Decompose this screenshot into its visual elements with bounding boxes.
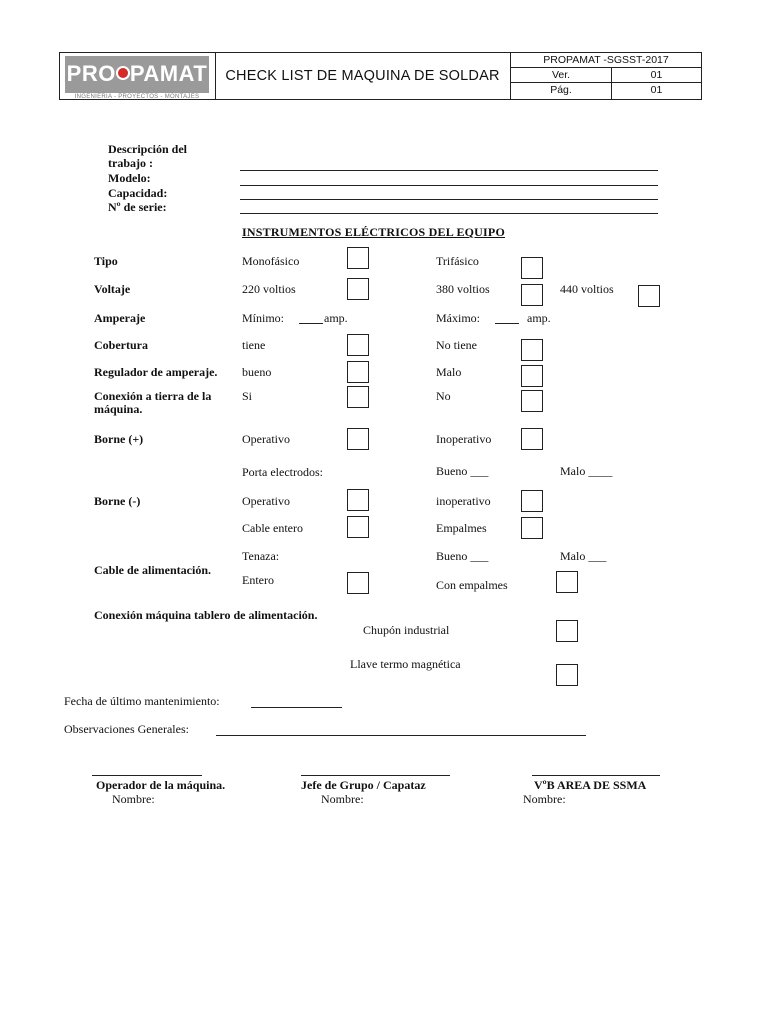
porta-malo: Malo ____ — [560, 464, 613, 478]
amperaje-max-field[interactable] — [495, 323, 519, 324]
capacity-field[interactable] — [240, 199, 658, 200]
tipo-label: Tipo — [94, 254, 118, 268]
description-label-1: Descripción del — [108, 142, 187, 156]
model-field[interactable] — [240, 185, 658, 186]
logo-dot-icon — [116, 66, 130, 80]
voltaje-opt3-label: 440 voltios — [560, 282, 614, 296]
cable-opt1-label: Cable entero — [242, 521, 303, 535]
regulador-label: Regulador de amperaje. — [94, 365, 218, 379]
version-value: 01 — [650, 69, 663, 81]
chupon-checkbox[interactable] — [556, 620, 578, 642]
signature-line-supervisor[interactable] — [301, 775, 450, 776]
amperaje-min-field[interactable] — [299, 323, 323, 324]
cobertura-label: Cobertura — [94, 338, 148, 352]
borne-neg-inoperativo-checkbox[interactable] — [521, 490, 543, 512]
document-header — [59, 52, 702, 100]
supervisor-role: Jefe de Grupo / Capataz — [301, 778, 426, 792]
description-field[interactable] — [240, 170, 658, 171]
voltaje-220-checkbox[interactable] — [347, 278, 369, 300]
chupon-label: Chupón industrial — [363, 623, 450, 637]
tipo-trifasico-checkbox[interactable] — [521, 257, 543, 279]
regulador-opt2-label: Malo — [436, 365, 462, 379]
document-title: CHECK LIST DE MAQUINA DE SOLDAR — [215, 53, 511, 99]
voltaje-380-checkbox[interactable] — [521, 284, 543, 306]
amperaje-max-unit: amp. — [527, 311, 551, 325]
tipo-opt2-label: Trifásico — [436, 254, 479, 268]
description-label-2: trabajo : — [108, 156, 153, 170]
tierra-label-1: Conexión a tierra de la — [94, 389, 212, 403]
llave-label: Llave termo magnética — [350, 657, 461, 671]
tipo-monofasico-checkbox[interactable] — [347, 247, 369, 269]
observations-field[interactable] — [216, 735, 586, 736]
borne-neg-operativo-checkbox[interactable] — [347, 489, 369, 511]
tablero-label: Conexión máquina tablero de alimentación. — [94, 608, 318, 622]
amperaje-min-unit: amp. — [324, 311, 348, 325]
borne-neg-opt1-label: Operativo — [242, 494, 290, 508]
cable-empalmes-checkbox[interactable] — [521, 517, 543, 539]
serial-field[interactable] — [240, 213, 658, 214]
logo-cell — [60, 53, 216, 99]
voltaje-label: Voltaje — [94, 282, 131, 296]
tenaza-label: Tenaza: — [242, 549, 280, 563]
tierra-no-checkbox[interactable] — [521, 390, 543, 412]
document-code: PROPAMAT -SGSST-2017 — [543, 54, 669, 66]
borne-pos-opt2-label: Inoperativo — [436, 432, 492, 446]
llave-checkbox[interactable] — [556, 664, 578, 686]
maintenance-label: Fecha de último mantenimiento: — [64, 694, 220, 708]
ssma-name-label: Nombre: — [523, 792, 566, 806]
cable-alim-empalmes-checkbox[interactable] — [556, 571, 578, 593]
voltaje-opt2-label: 380 voltios — [436, 282, 490, 296]
porta-bueno: Bueno ___ — [436, 464, 489, 478]
supervisor-name-label: Nombre: — [321, 792, 364, 806]
tenaza-malo: Malo ___ — [560, 549, 607, 563]
cable-alim-empalmes-label: Con empalmes — [436, 578, 508, 592]
borne-pos-inoperativo-checkbox[interactable] — [521, 428, 543, 450]
document-meta — [511, 53, 701, 99]
borne-neg-opt2-label: inoperativo — [436, 494, 491, 508]
borne-pos-operativo-checkbox[interactable] — [347, 428, 369, 450]
signature-line-ssma[interactable] — [532, 775, 660, 776]
cobertura-opt2-label: No tiene — [436, 338, 477, 352]
page-value: 01 — [650, 84, 663, 96]
cobertura-no-tiene-checkbox[interactable] — [521, 339, 543, 361]
model-label: Modelo: — [108, 171, 151, 185]
amperaje-label: Amperaje — [94, 311, 146, 325]
page-label: Pág. — [511, 83, 612, 99]
amperaje-min-label: Mínimo: — [242, 311, 285, 325]
regulador-bueno-checkbox[interactable] — [347, 361, 369, 383]
capacity-label: Capacidad: — [108, 186, 168, 200]
cobertura-tiene-checkbox[interactable] — [347, 334, 369, 356]
signature-line-operator[interactable] — [92, 775, 202, 776]
cobertura-opt1-label: tiene — [242, 338, 266, 352]
maintenance-date-field[interactable] — [251, 707, 342, 708]
version-label: Ver. — [511, 68, 612, 82]
cable-alim-label: Cable de alimentación. — [94, 563, 211, 577]
tierra-label-2: máquina. — [94, 402, 143, 416]
serial-label: Nº de serie: — [108, 200, 167, 214]
cable-entero-checkbox[interactable] — [347, 516, 369, 538]
tierra-si-checkbox[interactable] — [347, 386, 369, 408]
tierra-opt2-label: No — [436, 389, 451, 403]
observations-label: Observaciones Generales: — [64, 722, 189, 736]
cable-alim-entero-label: Entero — [242, 573, 274, 587]
borne-neg-label: Borne (-) — [94, 494, 141, 508]
regulador-opt1-label: bueno — [242, 365, 272, 379]
tierra-opt1-label: Si — [242, 389, 253, 403]
cable-alim-entero-checkbox[interactable] — [347, 572, 369, 594]
section-title: INSTRUMENTOS ELÉCTRICOS DEL EQUIPO — [242, 225, 505, 239]
operator-role: Operador de la máquina. — [96, 778, 226, 792]
regulador-malo-checkbox[interactable] — [521, 365, 543, 387]
tipo-opt1-label: Monofásico — [242, 254, 300, 268]
cable-opt2-label: Empalmes — [436, 521, 487, 535]
ssma-role: VºB AREA DE SSMA — [534, 778, 647, 792]
borne-pos-label: Borne (+) — [94, 432, 144, 446]
voltaje-440-checkbox[interactable] — [638, 285, 660, 307]
company-logo: PRO PAMAT — [65, 56, 209, 93]
amperaje-max-label: Máximo: — [436, 311, 480, 325]
voltaje-opt1-label: 220 voltios — [242, 282, 296, 296]
logo-subtitle: INGENIERIA - PROYECTOS - MONTAJES — [74, 94, 200, 100]
tenaza-bueno: Bueno ___ — [436, 549, 489, 563]
operator-name-label: Nombre: — [112, 792, 155, 806]
borne-pos-opt1-label: Operativo — [242, 432, 290, 446]
porta-label: Porta electrodos: — [242, 465, 323, 479]
